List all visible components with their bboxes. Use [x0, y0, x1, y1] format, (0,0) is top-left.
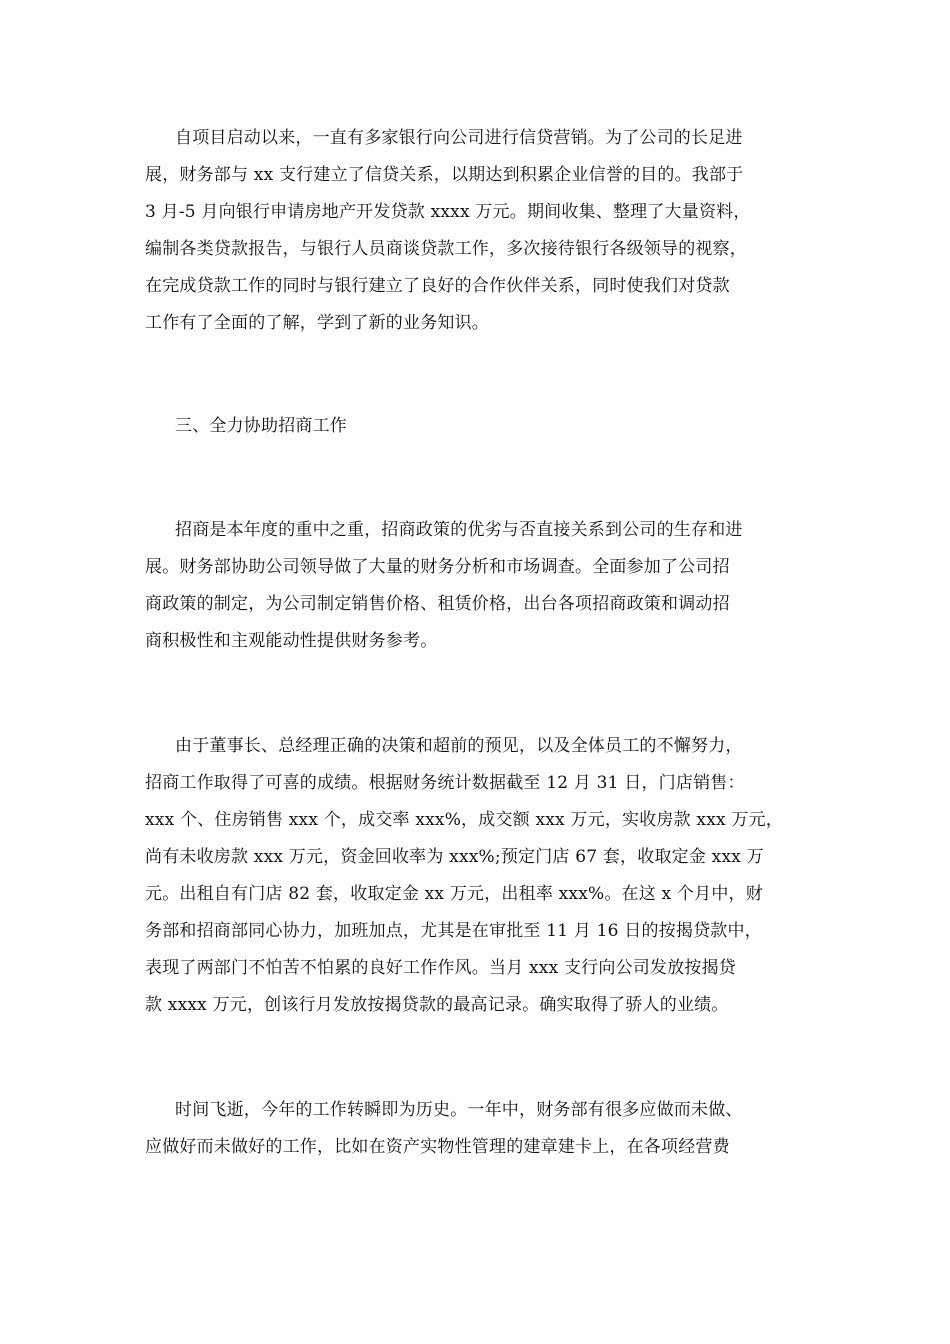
paragraph-1-line-4: 编制各类贷款报告，与银行人员商谈贷款工作，多次接待银行各级领导的视察， [145, 239, 747, 259]
paragraph-1-line-3: 3 月-5 月向银行申请房地产开发贷款 xxxx 万元。期间收集、整理了大量资料， [145, 202, 751, 222]
paragraph-1-line-6: 工作有了全面的了解，学到了新的业务知识。 [145, 313, 489, 333]
paragraph-1-line-2: 展，财务部与 xx 支行建立了信贷关系，以期达到积累企业信誉的目的。我部于 [145, 165, 744, 185]
paragraph-3-line-5: 元。出租自有门店 82 套，收取定金 xx 万元，出租率 xxx%。在这 x 个月中，财 [145, 884, 763, 904]
paragraph-3-line-6: 务部和招商部同心协力，加班加点，尤其是在审批至 11 月 16 日的按揭贷款中， [145, 921, 762, 941]
paragraph-1-line-5: 在完成贷款工作的同时与银行建立了良好的合作伙伴关系，同时使我们对贷款 [145, 276, 730, 296]
paragraph-3-line-2: 招商工作取得了可喜的成绩。根据财务统计数据截至 12 月 31 日，门店销售： [145, 773, 745, 793]
paragraph-3-line-8: 款 xxxx 万元，创该行月发放按揭贷款的最高记录。确实取得了骄人的业绩。 [145, 995, 729, 1015]
paragraph-3-line-3: xxx 个、住房销售 xxx 个，成交率 xxx%，成交额 xxx 万元，实收房款 xxx 万元， [145, 810, 783, 830]
paragraph-1-line-1: 自项目启动以来，一直有多家银行向公司进行信贷营销。为了公司的长足进 [175, 128, 743, 148]
paragraph-2-line-4: 商积极性和主观能动性提供财务参考。 [145, 631, 438, 651]
paragraph-3-line-1: 由于董事长、总经理正确的决策和超前的预见，以及全体员工的不懈努力， [175, 736, 743, 756]
section-heading-3: 三、全力协助招商工作 [175, 416, 347, 436]
paragraph-2-line-2: 展。财务部协助公司领导做了大量的财务分析和市场调查。全面参加了公司招 [145, 557, 730, 577]
paragraph-4-line-1: 时间飞逝，今年的工作转瞬即为历史。一年中，财务部有很多应做而未做、 [175, 1100, 743, 1120]
paragraph-2-line-1: 招商是本年度的重中之重，招商政策的优劣与否直接关系到公司的生存和进 [175, 520, 743, 540]
paragraph-2-line-3: 商政策的制定，为公司制定销售价格、租赁价格，出台各项招商政策和调动招 [145, 594, 730, 614]
paragraph-3-line-4: 尚有未收房款 xxx 万元，资金回收率为 xxx%;预定门店 67 套，收取定金 xxx 万 [145, 847, 764, 867]
paragraph-4-line-2: 应做好而未做好的工作，比如在资产实物性管理的建章建卡上，在各项经营费 [145, 1137, 730, 1157]
paragraph-3-line-7: 表现了两部门不怕苦不怕累的良好工作作风。当月 xxx 支行向公司发放按揭贷 [145, 958, 736, 978]
